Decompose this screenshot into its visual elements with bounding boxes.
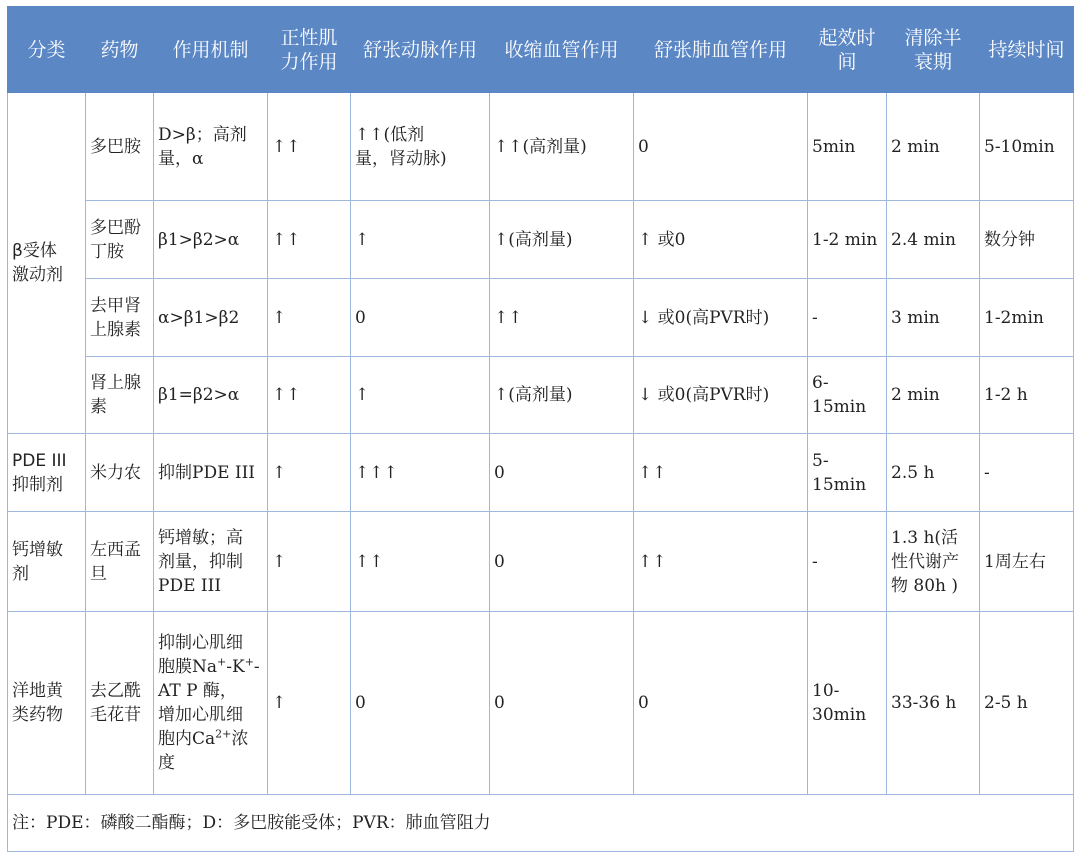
mechanism-cell: β1=β2>α xyxy=(154,357,268,434)
half-life-cell: 2 min xyxy=(887,93,980,201)
onset-cell: - xyxy=(808,512,887,612)
mechanism-cell: 抑制PDE III xyxy=(154,434,268,512)
onset-cell: - xyxy=(808,279,887,357)
inotropic-cell: ↑↑ xyxy=(268,93,351,201)
half-life-cell: 33-36 h xyxy=(887,612,980,795)
mechanism-cell: 钙增敏；高 剂量，抑制 PDE III xyxy=(154,512,268,612)
pulmonary-cell: 0 xyxy=(634,93,808,201)
drug-name: 多巴胺 xyxy=(86,93,154,201)
table-row xyxy=(8,434,1074,512)
mechanism-cell: D>β；高剂 量，α xyxy=(154,93,268,201)
half-life-cell: 1.3 h(活 性代谢产 物 80h ) xyxy=(887,512,980,612)
duration-cell: 5-10min xyxy=(980,93,1074,201)
header-vasoconstriction: 收缩血管作用 xyxy=(490,7,634,93)
drug-name: 米力农 xyxy=(86,434,154,512)
pulmonary-cell: ↓ 或0(高PVR时) xyxy=(634,357,808,434)
onset-cell: 10- 30min xyxy=(808,612,887,795)
header-drug: 药物 xyxy=(86,7,154,93)
drug-table-container xyxy=(7,6,1073,852)
duration-cell: 1-2 h xyxy=(980,357,1074,434)
half-life-cell: 2 min xyxy=(887,357,980,434)
header-pulmonary-dilation: 舒张肺血管作用 xyxy=(634,7,808,93)
vasoconstriction-cell: ↑↑ xyxy=(490,279,634,357)
onset-cell: 6-15min xyxy=(808,357,887,434)
mechanism-text: - AT P 酶， 增加心肌细 胞内Ca xyxy=(158,657,260,749)
vasoconstriction-cell: ↑(高剂量) xyxy=(490,357,634,434)
pulmonary-cell: ↑↑ xyxy=(634,434,808,512)
table-row xyxy=(8,512,1074,612)
table-row xyxy=(8,612,1074,795)
header-arterial-dilation: 舒张动脉作用 xyxy=(351,7,490,93)
duration-cell: 1-2min xyxy=(980,279,1074,357)
vasoconstriction-cell: 0 xyxy=(490,612,634,795)
mechanism-text: -K xyxy=(226,657,245,677)
duration-cell: - xyxy=(980,434,1074,512)
table-row xyxy=(8,201,1074,279)
k-charge: + xyxy=(244,655,254,669)
duration-cell: 2-5 h xyxy=(980,612,1074,795)
arterial-cell: ↑↑ xyxy=(351,512,490,612)
header-duration: 持续时间 xyxy=(980,7,1074,93)
na-charge: + xyxy=(217,655,227,669)
half-life-cell: 2.5 h xyxy=(887,434,980,512)
inotropic-cell: ↑ xyxy=(268,512,351,612)
header-row xyxy=(8,7,1074,93)
vasoconstriction-cell: ↑(高剂量) xyxy=(490,201,634,279)
onset-cell: 1-2 min xyxy=(808,201,887,279)
mechanism-cell: α>β1>β2 xyxy=(154,279,268,357)
inotropic-cell: ↑ xyxy=(268,279,351,357)
pulmonary-cell: ↓ 或0(高PVR时) xyxy=(634,279,808,357)
arterial-cell: 0 xyxy=(351,612,490,795)
header-category: 分类 xyxy=(8,7,86,93)
table-row xyxy=(8,279,1074,357)
mechanism-cell: β1>β2>α xyxy=(154,201,268,279)
half-life-cell: 2.4 min xyxy=(887,201,980,279)
category-digitalis: 洋地黄 类药物 xyxy=(8,612,86,795)
vasoconstriction-cell: 0 xyxy=(490,512,634,612)
pulmonary-cell: 0 xyxy=(634,612,808,795)
arterial-cell: ↑ xyxy=(351,201,490,279)
note-row xyxy=(8,795,1074,852)
mechanism-cell xyxy=(154,612,268,795)
drug-name: 左西孟 旦 xyxy=(86,512,154,612)
pulmonary-cell: ↑ 或0 xyxy=(634,201,808,279)
arterial-cell: 0 xyxy=(351,279,490,357)
category-beta: β受体 激动剂 xyxy=(8,93,86,434)
arterial-cell: ↑↑↑ xyxy=(351,434,490,512)
drug-comparison-table xyxy=(7,6,1074,852)
arterial-cell: ↑↑(低剂 量，肾动脉) xyxy=(351,93,490,201)
duration-cell: 1周左右 xyxy=(980,512,1074,612)
inotropic-cell: ↑↑ xyxy=(268,357,351,434)
table-row xyxy=(8,93,1074,201)
arterial-cell: ↑ xyxy=(351,357,490,434)
drug-name: 多巴酚 丁胺 xyxy=(86,201,154,279)
category-ca: 钙增敏 剂 xyxy=(8,512,86,612)
ca-charge: 2+ xyxy=(215,727,232,741)
table-note: 注：PDE：磷酸二酯酶；D：多巴胺能受体；PVR：肺血管阻力 xyxy=(8,795,1074,852)
mechanism-text: 抑制心肌细 胞膜Na xyxy=(158,633,243,677)
vasoconstriction-cell: 0 xyxy=(490,434,634,512)
drug-name: 去甲肾 上腺素 xyxy=(86,279,154,357)
drug-name: 去乙酰 毛花苷 xyxy=(86,612,154,795)
onset-cell: 5min xyxy=(808,93,887,201)
header-inotropic: 正性肌 力作用 xyxy=(268,7,351,93)
inotropic-cell: ↑↑ xyxy=(268,201,351,279)
pulmonary-cell: ↑↑ xyxy=(634,512,808,612)
header-half-life: 清除半 衰期 xyxy=(887,7,980,93)
half-life-cell: 3 min xyxy=(887,279,980,357)
inotropic-cell: ↑ xyxy=(268,434,351,512)
category-pde: PDE III 抑制剂 xyxy=(8,434,86,512)
mechanism-text: 浓 度 xyxy=(158,729,249,773)
onset-cell: 5-15min xyxy=(808,434,887,512)
header-mechanism: 作用机制 xyxy=(154,7,268,93)
vasoconstriction-cell: ↑↑(高剂量) xyxy=(490,93,634,201)
drug-name: 肾上腺 素 xyxy=(86,357,154,434)
inotropic-cell: ↑ xyxy=(268,612,351,795)
header-onset: 起效时 间 xyxy=(808,7,887,93)
table-row xyxy=(8,357,1074,434)
duration-cell: 数分钟 xyxy=(980,201,1074,279)
